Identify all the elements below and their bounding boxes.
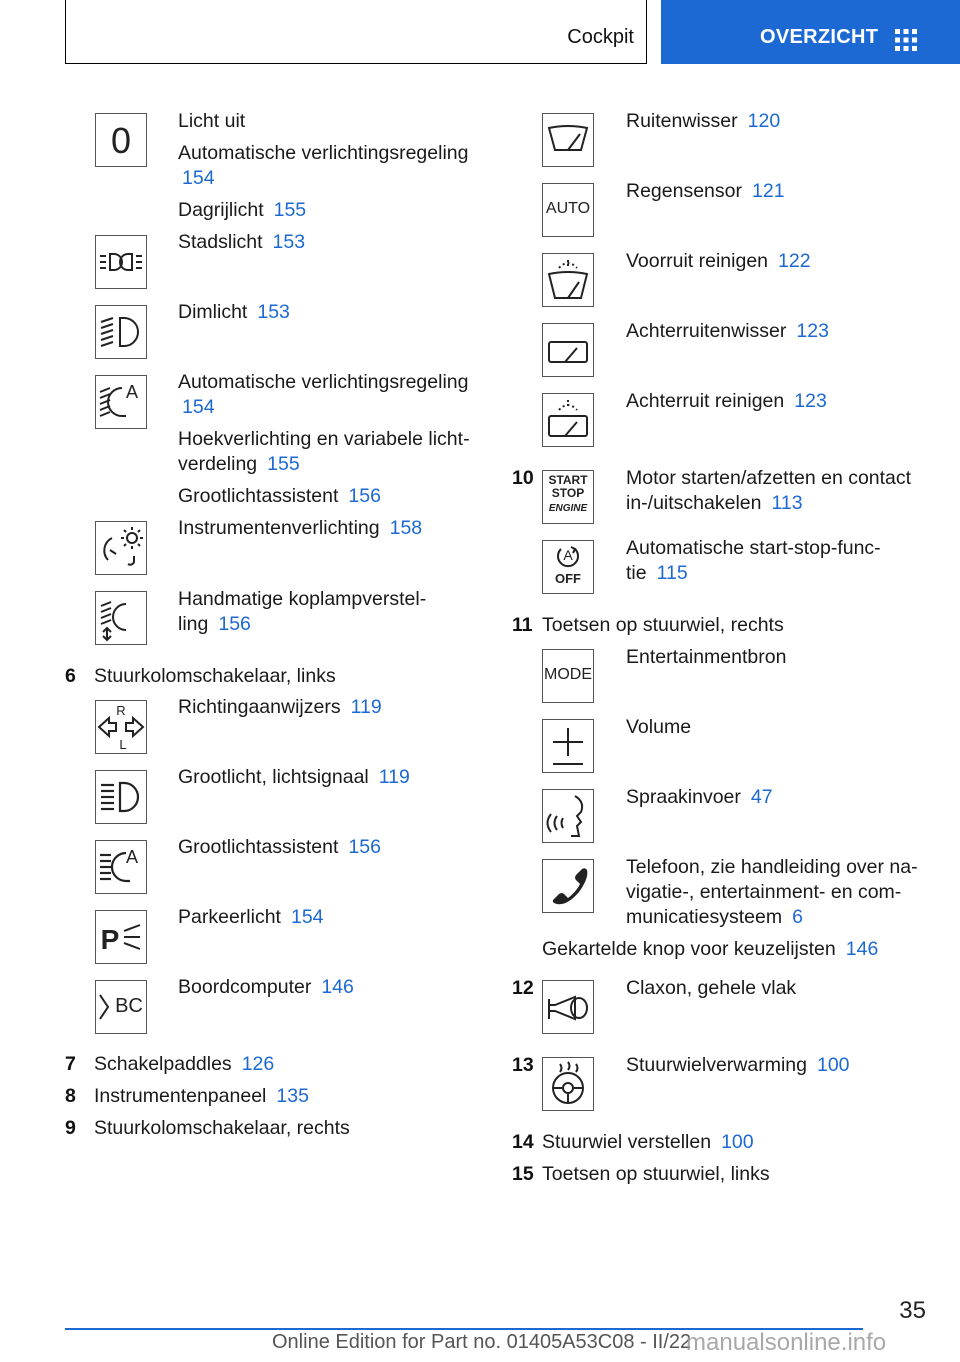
rain-sensor-icon: AUTO [542, 183, 594, 237]
steering-heating-icon [542, 1057, 594, 1111]
rear-wiper-page-link[interactable]: 123 [796, 320, 829, 342]
light-switch-text-block [178, 109, 468, 223]
auto-headlight-text-block [178, 370, 470, 509]
low-beam-page-link[interactable]: 153 [257, 301, 290, 323]
item-8-label: Instrumentenpaneel [94, 1085, 267, 1107]
rear-washer-icon [542, 393, 594, 447]
windshield-washer-label: Voorruit reinigen [626, 250, 769, 272]
rain-sensor-row [626, 179, 785, 204]
auto-start-stop-label-cont: tie [626, 562, 647, 584]
edition-text: Online Edition for Part no. 01405A53C08 - II/22 [272, 1331, 692, 1353]
phone-icon [542, 859, 594, 913]
item-number-12: 12 [512, 977, 534, 999]
rear-wiper-label: Achterruitenwisser [626, 320, 787, 342]
header-section-title: Cockpit [567, 26, 634, 48]
high-beam-assistant-page-link[interactable]: 156 [348, 485, 381, 507]
headlight-range-label: Handmatige koplampverstel- [178, 588, 427, 610]
horn-label: Claxon, gehele vlak [626, 977, 797, 999]
item-number-9: 9 [65, 1117, 76, 1139]
steering-heating-row [626, 1053, 850, 1078]
auto-lighting-page-link[interactable]: 154 [182, 167, 215, 189]
volume-label: Volume [626, 716, 692, 738]
high-beam-icon [95, 770, 147, 824]
steering-heating-page-link[interactable]: 100 [816, 1054, 850, 1076]
headlight-range-icon [95, 591, 147, 645]
board-computer-page-link[interactable]: 146 [321, 976, 354, 998]
parking-light-row [178, 230, 305, 255]
light-off-0-icon: 0 [95, 113, 147, 167]
board-computer-label: Boordcomputer [178, 976, 312, 998]
cornering-light-page-link[interactable]: 155 [267, 453, 300, 475]
low-beam-label: Dimlicht [178, 301, 248, 323]
headlight-range-label-cont: ling [178, 613, 209, 635]
item-7-row [94, 1052, 274, 1077]
rear-wiper-icon [542, 323, 594, 377]
high-beam-assistant-icon: A [95, 840, 147, 894]
watermark: manualsonline.info [686, 1329, 887, 1356]
board-computer-icon: BC [95, 980, 147, 1034]
instrument-lighting-icon [95, 521, 147, 575]
cornering-light-label: Hoekverlichting en variabele licht- [178, 428, 470, 450]
light-off-label: Licht uit [178, 110, 246, 132]
auto-headlight-icon: A [95, 375, 147, 429]
item-14-row [542, 1130, 754, 1155]
cornering-light-label-cont: verdeling [178, 453, 258, 475]
wiper-icon [542, 113, 594, 167]
windshield-washer-row [626, 249, 811, 274]
steering-heating-label: Stuurwielverwarming [626, 1054, 807, 1076]
item-15-label: Toetsen op stuurwiel, links [542, 1163, 770, 1185]
high-beam-assistant-page-link-2[interactable]: 156 [348, 836, 381, 858]
volume-icon [542, 719, 594, 773]
phone-text-block [626, 855, 918, 930]
start-stop-page-link[interactable]: 113 [771, 492, 803, 514]
item-6-label: Stuurkolomschakelaar, links [94, 665, 336, 687]
start-stop-label: Motor starten/afzetten en contact [626, 467, 912, 489]
parking-light-p-page-link[interactable]: 154 [290, 906, 324, 928]
windshield-washer-icon [542, 253, 594, 307]
instrument-lighting-row [178, 516, 422, 541]
knurled-knob-page-link[interactable]: 146 [845, 938, 879, 960]
voice-input-page-link[interactable]: 47 [750, 786, 773, 808]
item-number-13: 13 [512, 1054, 534, 1076]
parking-light-label: Stadslicht [178, 231, 263, 253]
item-number-7: 7 [65, 1053, 76, 1075]
item-number-10: 10 [512, 467, 534, 489]
svg-text:R: R [116, 703, 126, 718]
low-beam-icon [95, 305, 147, 359]
item-number-8: 8 [65, 1085, 76, 1107]
phone-label-cont: vigatie-, entertainment- en com- [626, 881, 902, 903]
auto-lighting-label-2: Automatische verlichtingsregeling [178, 371, 469, 393]
auto-lighting-page-link-2[interactable]: 154 [182, 396, 215, 418]
start-stop-label-cont: in-/uitschakelen [626, 492, 762, 514]
wiper-row [626, 109, 780, 134]
knurled-knob-row [542, 937, 878, 962]
phone-label-cont2: municatiesysteem [626, 906, 783, 928]
mode-icon: MODE [542, 649, 594, 703]
parking-light-icon [95, 235, 147, 289]
wiper-page-link[interactable]: 120 [747, 110, 781, 132]
item-number-11: 11 [512, 614, 533, 636]
high-beam-row [178, 765, 410, 790]
item-number-15: 15 [512, 1163, 534, 1185]
svg-text:P: P [100, 924, 120, 955]
high-beam-label: Grootlicht, lichtsignaal [178, 766, 369, 788]
overview-tab[interactable] [661, 0, 960, 64]
grid-menu-icon [895, 29, 917, 51]
daylight-label: Dagrijlicht [178, 199, 264, 221]
high-beam-page-link[interactable]: 119 [378, 766, 410, 788]
instrument-lighting-page-link[interactable]: 158 [389, 517, 423, 539]
headlight-range-page-link[interactable]: 156 [218, 613, 251, 635]
entertainment-source-label: Entertainmentbron [626, 646, 787, 668]
rear-washer-page-link[interactable]: 123 [794, 390, 827, 412]
headlight-range-text-block [178, 587, 426, 637]
wiper-label: Ruitenwisser [626, 110, 738, 132]
item-number-6: 6 [65, 665, 76, 687]
parking-light-p-row [178, 905, 324, 930]
high-beam-assistant-label-2: Grootlichtassistent [178, 836, 339, 858]
windshield-washer-page-link[interactable]: 122 [778, 250, 811, 272]
voice-input-icon [542, 789, 594, 843]
high-beam-assistant-row [178, 835, 381, 860]
auto-lighting-label: Automatische verlichtingsregeling [178, 142, 469, 164]
overview-tab-label: OVERZICHT [760, 26, 879, 48]
high-beam-assistant-label: Grootlichtassistent [178, 485, 339, 507]
rain-sensor-page-link[interactable]: 121 [752, 180, 785, 202]
auto-start-stop-off-icon: A OFF [542, 540, 594, 594]
item-8-page-link[interactable]: 135 [276, 1085, 309, 1107]
horn-icon [542, 980, 594, 1034]
knurled-knob-label: Gekartelde knop voor keuzelijsten [542, 938, 836, 960]
voice-input-label: Spraakinvoer [626, 786, 741, 808]
instrument-lighting-label: Instrumentenverlichting [178, 517, 380, 539]
auto-start-stop-page-link[interactable]: 115 [656, 562, 688, 584]
svg-text:L: L [119, 737, 127, 752]
phone-page-link[interactable]: 6 [792, 906, 803, 928]
auto-start-stop-text-block [626, 536, 881, 586]
auto-start-stop-label: Automatische start-stop-func- [626, 537, 881, 559]
item-14-page-link[interactable]: 100 [721, 1131, 754, 1153]
daylight-page-link[interactable]: 155 [273, 199, 307, 221]
turn-signal-row [178, 695, 382, 720]
voice-input-row [626, 785, 773, 810]
header-section-box [65, 0, 647, 64]
page-number: 35 [899, 1297, 926, 1324]
phone-label: Telefoon, zie handleiding over na- [626, 856, 918, 878]
item-7-label: Schakelpaddles [94, 1053, 232, 1075]
start-stop-icon: START STOP ENGINE [542, 470, 594, 524]
turn-signal-icon [95, 700, 147, 754]
item-7-page-link[interactable]: 126 [241, 1053, 275, 1075]
turn-signal-page-link[interactable]: 119 [350, 696, 382, 718]
item-11-label: Toetsen op stuurwiel, rechts [542, 614, 784, 636]
low-beam-row [178, 300, 290, 325]
item-14-label: Stuurwiel verstellen [542, 1131, 712, 1153]
parking-light-p-icon [95, 910, 147, 964]
turn-signal-label: Richtingaanwijzers [178, 696, 341, 718]
item-9-label: Stuurkolomschakelaar, rechts [94, 1117, 350, 1139]
parking-light-p-label: Parkeerlicht [178, 906, 281, 928]
board-computer-row [178, 975, 354, 1000]
start-stop-text-block [626, 466, 911, 516]
rain-sensor-label: Regensensor [626, 180, 742, 202]
item-number-14: 14 [512, 1131, 534, 1153]
rear-wiper-row [626, 319, 829, 344]
rear-washer-label: Achterruit reinigen [626, 390, 785, 412]
rear-washer-row [626, 389, 827, 414]
item-8-row [94, 1084, 309, 1109]
parking-light-page-link[interactable]: 153 [272, 231, 306, 253]
